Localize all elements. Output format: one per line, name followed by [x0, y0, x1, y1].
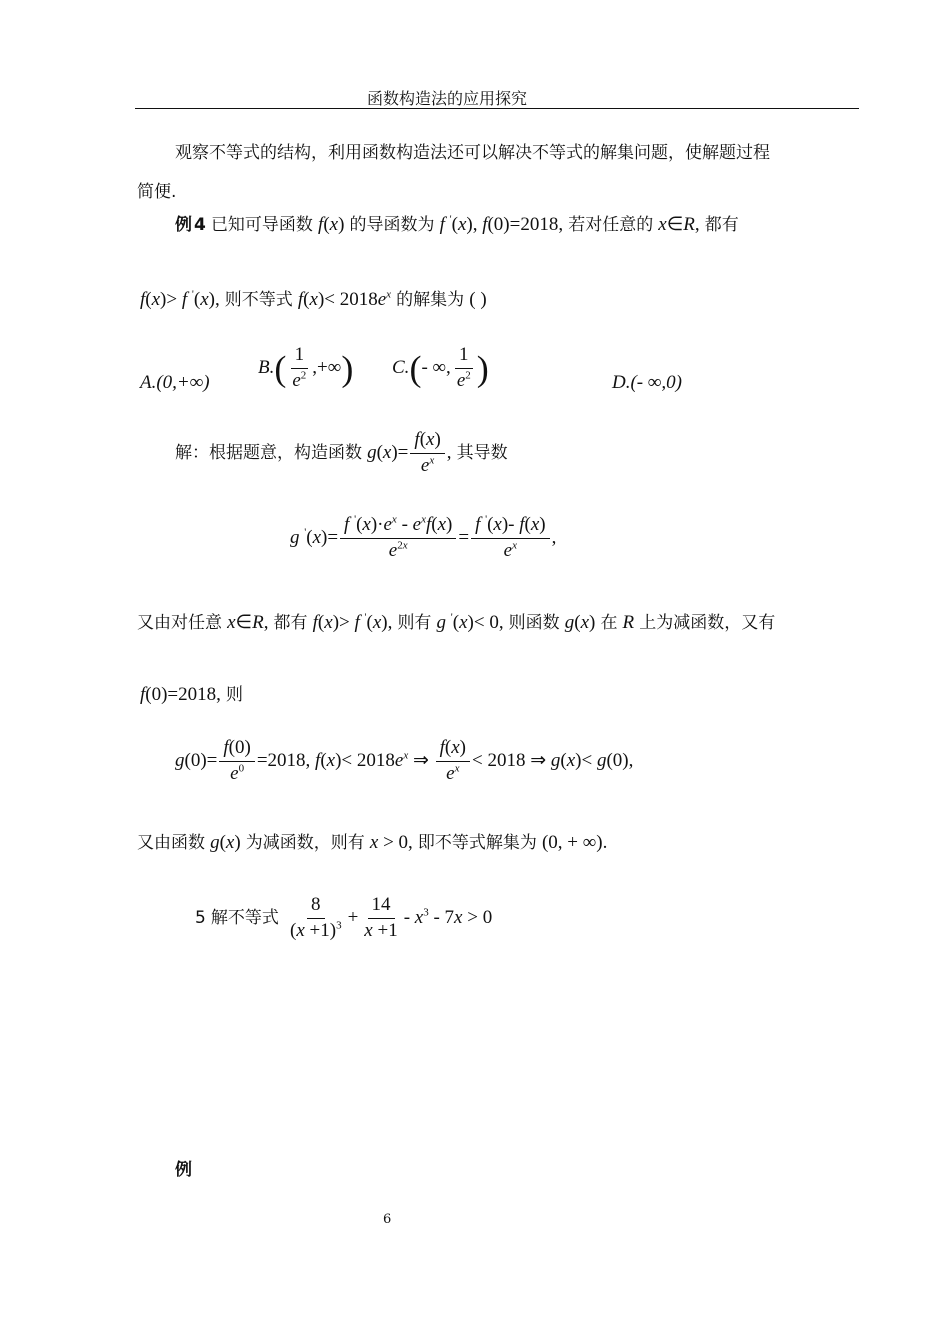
- formula-x-in-r: x∈R,: [658, 214, 700, 235]
- example-5: 5 解不等式 $\frac{8}{(x +1)^3}$ + $\frac{14}{x +1}$ - $x^3 - 7x > 0$: [195, 894, 493, 941]
- formula-fx-gt-fprime: f(x)> f '(x),: [140, 288, 220, 310]
- formula-example-5: $\frac{8}{(x +1)^3}$ + $\frac{14}{x +1}$ - $x^3 - 7x > 0$: [290, 894, 493, 941]
- header-rule: [135, 108, 859, 109]
- formula-inequality: $f(x)< 2018e^x$: [297, 288, 392, 310]
- example-4-condition: f(x)> f '(x), 则不等式 $f(x)< 2018e^x$ 的解集为 ( ): [140, 288, 487, 310]
- option-c: C.(- ∞, $\frac{1}{e^2}$ ): [392, 344, 489, 391]
- solution-conclusion: 又由函数 g(x) 为减函数，则有 x > 0, 即不等式解集为 (0, + ∞).: [137, 832, 608, 853]
- intro-line-1: 观察不等式的结构，利用函数构造法还可以解决不等式的解集问题，使解题过程: [175, 143, 770, 163]
- answer-blank: ( ): [469, 289, 487, 310]
- formula-chain: g(0)= $\frac{f(0)}{e^0}$ =2018, $f(x)< 2018e^x$ ⇒ $\frac{f(x)}{e^x}$ < 2018 ⇒ g(x)< g(0),: [175, 737, 634, 784]
- formula-g-def: g(x)= $\frac{f(x)}{e^x}$ ,: [367, 429, 452, 476]
- option-a: A.(0,+∞): [140, 372, 210, 393]
- example-4-statement: 例 4 已知可导函数 f(x) 的导函数为 f '(x), f(0)=2018, 若对任意的 x∈R, 都有: [175, 213, 739, 235]
- option-b: B.( $\frac{1}{e^2}$ ,+∞): [258, 344, 354, 391]
- formula-fx: f(x): [318, 214, 345, 235]
- example-label: 例: [175, 215, 192, 235]
- intro-line-2: 简便.: [137, 182, 177, 202]
- solution-paragraph-3: f(0)=2018, 则: [140, 684, 243, 705]
- formula-fprime: f '(x), f(0)=2018,: [439, 213, 564, 235]
- solution-intro: 解：根据题意，构造函数 g(x)= $\frac{f(x)}{e^x}$ , 其导数: [175, 429, 508, 476]
- example-number: 4: [194, 215, 206, 235]
- example-6-label: 例: [175, 1160, 192, 1180]
- option-d: D.(- ∞,0): [612, 372, 682, 393]
- solution-paragraph-2: 又由对任意 x∈R, 都有 f(x)> f '(x), 则有 g '(x)< 0, 则函数 g(x) 在 R 上为减函数，又有: [137, 611, 776, 633]
- page-header-title: 函数构造法的应用探究: [367, 89, 528, 108]
- formula-g-derivative: g '(x)= $\frac{f '(x)\cdot e^x - e^xf(x)}{e^{2x}}$ = $\frac{f '(x)- f(x)}{e^x}$ ,: [290, 513, 557, 561]
- page-number: 6: [383, 1212, 392, 1227]
